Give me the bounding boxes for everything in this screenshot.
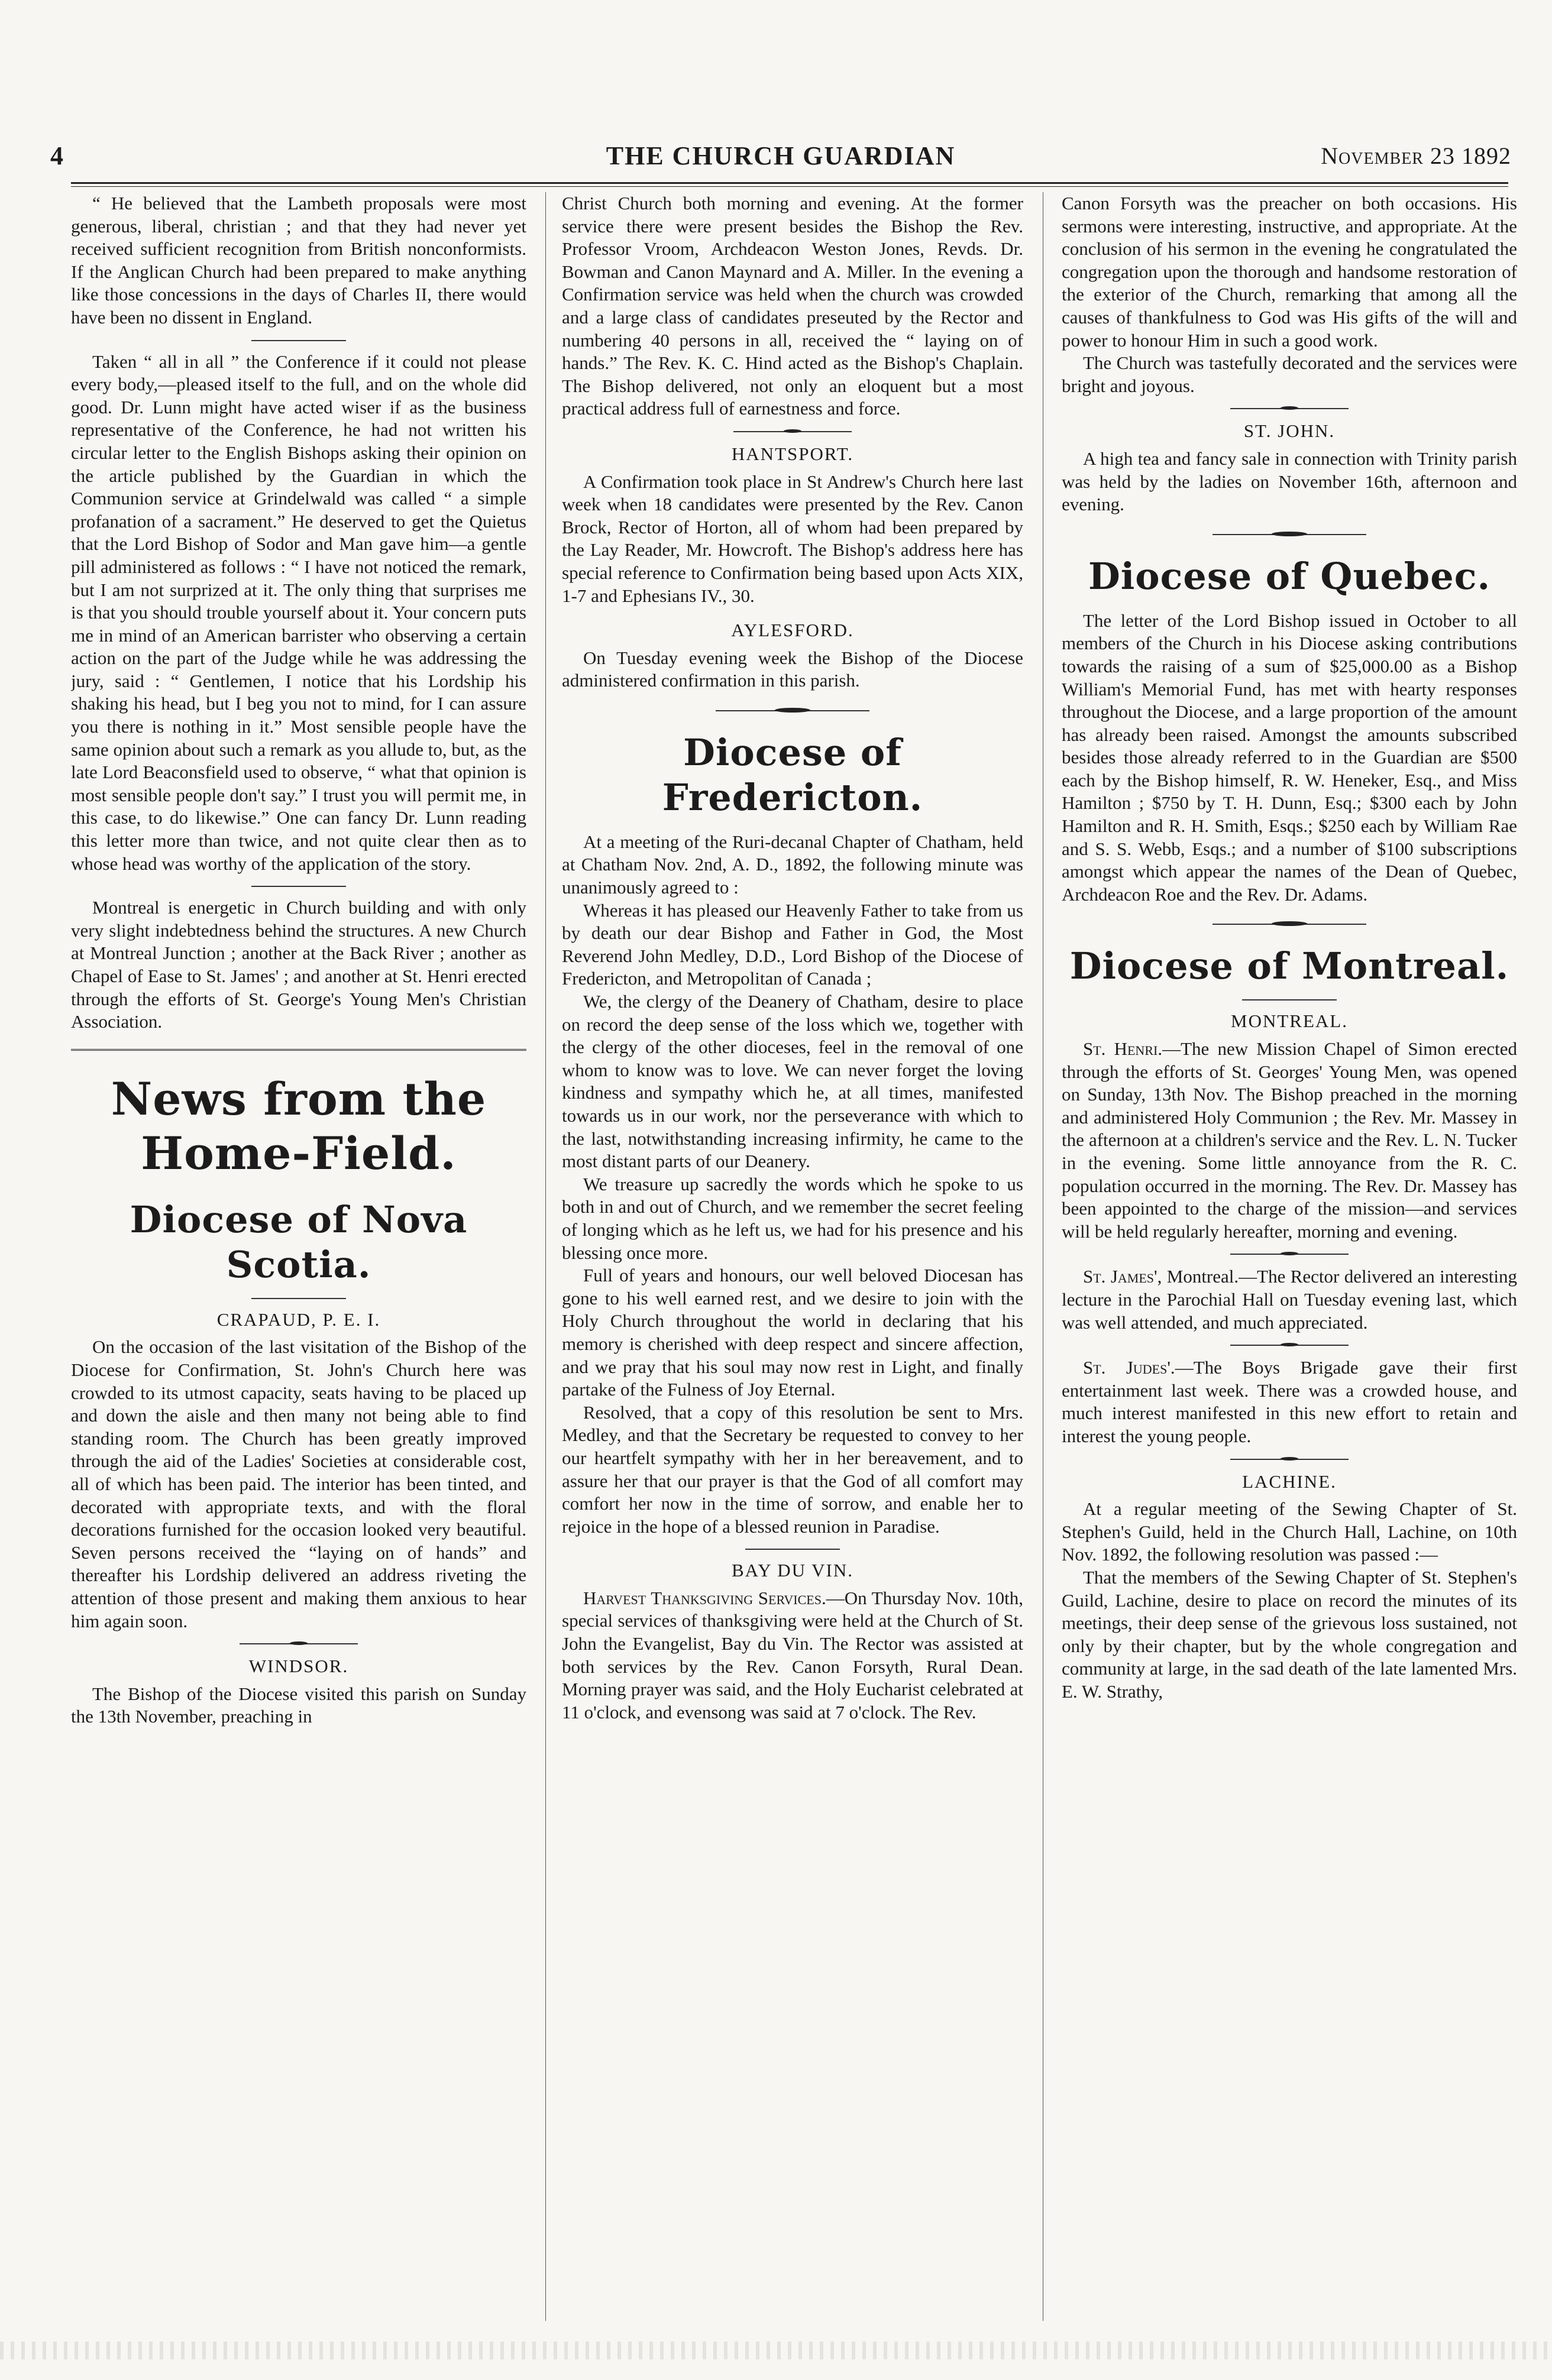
paragraph: On the occasion of the last visitation of the Bishop of the Diocese for Confirmation, St. John's Church here was crowded to its utmost capacity, seats having to be placed up and down the aisle and then many not being able to find standing room. The Church has been greatly improved through the aid of the Ladies' Societies at considerable cost, all of which has been paid. The interior has been tinted, and decorated with appropriate texts, and with the floral decorations furnished for the occasion looked very beautiful. Seven persons received the “laying on of hands” and thereafter his Lordship delivered an address riveting the attention of those present and making them anxious to hear him again soon. bbox=[71, 1336, 526, 1631]
paragraph: Taken “ all in all ” the Conference if it could not please every body,—pleased itself to the full, and on the whole did good. Dr. Lunn might have acted wiser if as the business representative of the Conference, he had not written his circular letter to the English Bishops asking their opinion on the article published by the Guardian in which the Communion service at Grindelwald was called “ a simple profanation of a sacrament.” He deserved to get the Quietus that the Lord Bishop of Sodor and Man gave him—a gentle pill administered as follows : “ I have not noticed the remark, but I am not surprized at it. The only thing that surprises me is that you should trouble yourself about it. Your concern puts me in mind of an American barrister who observing a certain action on the part of the Judge while he was addressing the jury, said : “ Gentlemen, I notice that his Lordship his shaking his head, but I beg you not to mind, for I can assure you there is nothing in it.” Most sensible people have the same opinion about such a remark as you allude to, but, as the late Lord Beaconsfield used to observe, “ what that opinion is most sensible people don't say.” I trust you will permit me, in this case, to do likewise.” One can fancy Dr. Lunn reading this letter more than twice, and not quite clear then as to whose head was worthy of the application of the story. bbox=[71, 351, 526, 874]
paragraph-body: —The new Mission Chapel of Simon erected through the efforts of St. Georges' Young Men, was opened on Sunday, 13th Nov. The Bishop preached in the morning and administered Holy Communion ; the Rev. Mr. Massey in the afternoon at a children's service and the Rev. L. N. Tucker in the evening. Some little annoyance from the R. C. population occurred in the morning. The Rev. Dr. Massey has been appointed to the charge of the mission—and services will be held regularly hereafter, morning and evening. bbox=[1062, 1038, 1517, 1242]
paragraph-body: Montreal.—The Rector delivered an interesting lecture in the Parochial Hall on Tuesday evening last, which was well attended, and much appreciated. bbox=[1062, 1266, 1517, 1333]
separator bbox=[745, 1549, 840, 1550]
scan-noise bbox=[0, 2342, 1552, 2359]
subheading-lachine: LACHINE. bbox=[1242, 1471, 1337, 1492]
subheading-st-john: ST. JOHN. bbox=[1243, 420, 1336, 442]
page-header bbox=[50, 141, 1511, 176]
paragraph: Whereas it has pleased our Heavenly Father to take from us by death our dear Bishop and Father in God, the Most Reverend John Medley, D.D., Lord Bishop of the Diocese of Fredericton, and Metropolitan of Canada ; bbox=[562, 899, 1023, 989]
separator bbox=[251, 1298, 346, 1299]
paragraph bbox=[1062, 1038, 1517, 1243]
column-3 bbox=[1062, 192, 1517, 2333]
separator bbox=[1230, 1456, 1349, 1462]
paragraph: The letter of the Lord Bishop issued in October to all members of the Church in his Diocese asking contributions towards the raising of a sum of $25,000.00 as a Bishop William's Memorial Fund, has met with hearty responses throughout the Diocese, and a large proportion of the amount has already been raised. Amongst the amounts subscribed besides those already referred to in the Guardian are $500 each by the Bishop himself, R. W. Heneker, Esq., and Miss Hamilton ; $750 by T. H. Dunn, Esq.; $300 each by John Hamilton and R. H. Smith, Esqs.; $250 each by William Rae and S. S. Webb, Esqs.; and a number of $100 subscriptions amongst which appear the names of the Dean of Quebec, Archdeacon Roe and the Rev. Dr. Adams. bbox=[1062, 610, 1517, 905]
column-divider bbox=[545, 192, 546, 2321]
separator bbox=[1242, 999, 1337, 1000]
paragraph: On Tuesday evening week the Bishop of the Diocese administered confirmation in this parish. bbox=[562, 647, 1023, 691]
separator bbox=[1230, 1251, 1349, 1257]
separator bbox=[71, 1049, 526, 1051]
issue-date: November 23 1892 bbox=[1321, 143, 1511, 169]
paragraph bbox=[1062, 1356, 1517, 1448]
paragraph: The Church was tastefully decorated and the services were bright and joyous. bbox=[1062, 352, 1517, 396]
newspaper-title: THE CHURCH GUARDIAN bbox=[606, 141, 956, 170]
paragraph-lead: St. Henri. bbox=[1083, 1038, 1163, 1060]
diocese-heading-fredericton: Diocese of Fredericton. bbox=[662, 730, 923, 819]
separator bbox=[733, 429, 852, 435]
subheading-crapaud: CRAPAUD, P. E. I. bbox=[216, 1309, 381, 1330]
paragraph: We treasure up sacredly the words which he spoke to us both in and out of Church, and we remember the secret feeling of longing which as he left us, we had for his presence and his blessing once more. bbox=[562, 1173, 1023, 1263]
column-2 bbox=[562, 192, 1023, 2333]
paragraph bbox=[562, 1587, 1023, 1724]
section-heading-news: News from the Home-Field. bbox=[111, 1072, 487, 1180]
paragraph: Canon Forsyth was the preacher on both occasions. His sermons were interesting, instructive, and appropriate. At the conclusion of his sermon in the evening he congratulated the congregation upon the thorough and handsome restoration of the exterior of the Church, remarking that among all the causes of thankfulness to God was His gifts of the will and power to honour Him in such a good work. bbox=[1062, 193, 1517, 351]
separator bbox=[1230, 1342, 1349, 1348]
separator bbox=[251, 886, 346, 887]
separator bbox=[1212, 532, 1366, 537]
paragraph: Full of years and honours, our well beloved Diocesan has gone to his well earned rest, and we desire to join with the Holy Church throughout the world in declaring that his memory is cherished with deep respect and sincere affection, and we pray that his soul may now rest in Light, and finally partake of the Fulness of Joy Eternal. bbox=[562, 1265, 1023, 1400]
paragraph-body: —On Thursday Nov. 10th, special services of thanksgiving were held at the Church of St. John the Evangelist, Bay du Vin. The Rector was assisted at both services by the Rev. Canon Forsyth, Rural Dean. Morning prayer was said, and the Holy Eucharist celebrated at 11 o'clock, and evensong was said at 7 o'clock. The Rev. bbox=[562, 1587, 1023, 1722]
header-rule bbox=[71, 182, 1508, 184]
paragraph: At a meeting of the Ruri-decanal Chapter of Chatham, held at Chatham Nov. 2nd, A. D., 1892, the following minute was unanimously agreed to : bbox=[562, 831, 1023, 898]
diocese-heading-quebec: Diocese of Quebec. bbox=[1088, 554, 1491, 598]
subheading-windsor: WINDSOR. bbox=[248, 1656, 349, 1677]
separator bbox=[1212, 921, 1366, 927]
paragraph: Montreal is energetic in Church building and with only very slight indebtedness behind the structures. A new Church at Montreal Junction ; another at the Back River ; another as Chapel of Ease to St. James' ; and another at St. Henri erected through the efforts of St. George's Young Men's Christian Association. bbox=[71, 897, 526, 1032]
subheading-montreal: MONTREAL. bbox=[1231, 1011, 1348, 1032]
separator bbox=[1230, 406, 1349, 412]
paragraph-lead: St. James', bbox=[1083, 1266, 1162, 1287]
page-number: 4 bbox=[50, 141, 63, 170]
paragraph: A high tea and fancy sale in connection with Trinity parish was held by the ladies on November 16th, afternoon and evening. bbox=[1062, 448, 1517, 515]
subheading-aylesford: AYLESFORD. bbox=[731, 620, 854, 641]
paragraph: The Bishop of the Diocese visited this parish on Sunday the 13th November, preaching in bbox=[71, 1683, 526, 1727]
paragraph: We, the clergy of the Deanery of Chatham, desire to place on record the deep sense of the loss which we, together with the clergy of the other dioceses, feel in the removal of one whom to know was to love. We can never forget the loving kindness and sympathy which he, at all times, manifested towards us in our work, nor the perseverance with which to the last, notwithstanding increasing infirmity, he came to the most distant parts of our Deanery. bbox=[562, 991, 1023, 1172]
separator bbox=[716, 708, 869, 714]
subheading-hantsport: HANTSPORT. bbox=[731, 443, 854, 464]
separator bbox=[251, 340, 346, 341]
diocese-heading-nova-scotia: Diocese of Nova Scotia. bbox=[130, 1197, 468, 1286]
paragraph: “ He believed that the Lambeth proposals were most generous, liberal, christian ; and that they had never yet received sufficient recognition from British nonconformists. If the Anglican Church had been prepared to make anything like those concessions in the days of Charles II, there would have been no dissent in England. bbox=[71, 193, 526, 328]
header-rule-thin bbox=[71, 186, 1508, 187]
paragraph-body: —The Boys Brigade gave their first entertainment last week. There was a crowded house, and much interest manifested in this new effort to retain and interest the young people. bbox=[1062, 1357, 1517, 1446]
paragraph: That the members of the Sewing Chapter of St. Stephen's Guild, Lachine, desire to place on record the minutes of its meetings, their deep sense of the grievous loss sustained, not only by their chapter, but by the whole congregation and community at large, in the sad death of the late lamented Mrs. E. W. Strathy, bbox=[1062, 1566, 1517, 1702]
diocese-heading-montreal: Diocese of Montreal. bbox=[1069, 944, 1509, 988]
paragraph: Resolved, that a copy of this resolution be sent to Mrs. Medley, and that the Secretary be requested to convey to her our heartfelt sympathy with her in her bereavement, and to assure her that our prayer is that the God of all comfort may comfort her now in the time of sorrow, and enable her to rejoice in the hope of a blessed reunion in Paradise. bbox=[562, 1401, 1023, 1537]
paragraph: A Confirmation took place in St Andrew's Church here last week when 18 candidates were presented by the Rev. Canon Brock, Rector of Horton, all of whom had been prepared by the Lay Reader, Mr. Howcroft. The Bishop's address here has special reference to Confirmation being based upon Acts XIX, 1-7 and Ephesians IV., 30. bbox=[562, 471, 1023, 606]
paragraph: At a regular meeting of the Sewing Chapter of St. Stephen's Guild, held in the Church Hall, Lachine, on 10th Nov. 1892, the following resolution was passed :— bbox=[1062, 1498, 1517, 1565]
paragraph bbox=[1062, 1265, 1517, 1334]
column-1 bbox=[71, 192, 526, 2333]
subheading-bay-du-vin: BAY DU VIN. bbox=[731, 1560, 854, 1581]
paragraph-lead: Harvest Thanksgiving Services. bbox=[583, 1587, 826, 1608]
paragraph-lead: St. Judes'. bbox=[1083, 1357, 1175, 1378]
paragraph: Christ Church both morning and evening. At the former service there were present besides the Bishop the Rev. Professor Vroom, Archdeacon Weston Jones, Revds. Dr. Bowman and Canon Maynard and A. Miller. In the evening a Confirmation service was held when the church was crowded and a large class of candidates preseuted by the Rector and numbering 40 persons in all, received the “ laying on of hands.” The Rev. K. C. Hind acted as the Bishop's Chaplain. The Bishop delivered, not only an eloquent but a most practical address full of earnestness and force. bbox=[562, 193, 1023, 419]
separator bbox=[240, 1641, 358, 1647]
